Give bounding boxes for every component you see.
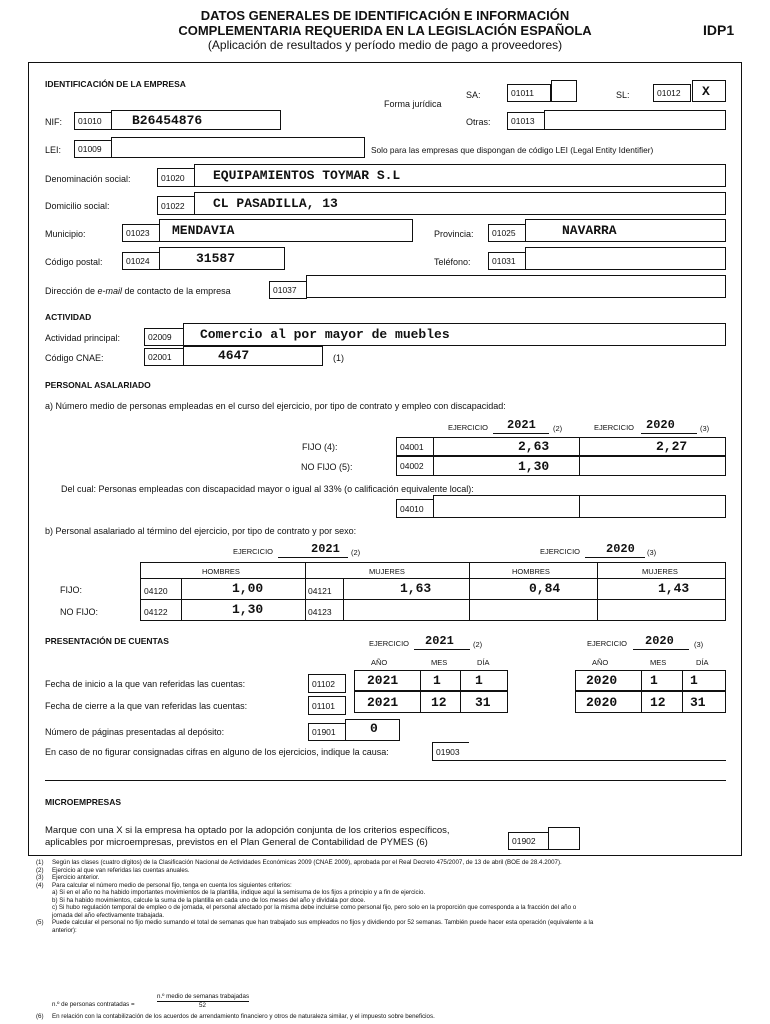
footnote: (4) Para calcular el número medio de personal fijo, tenga en cuenta los siguientes criterios: (36, 881, 292, 889)
actividad-principal-label: Actividad principal: (45, 333, 121, 343)
inicio-mes-current[interactable]: 1 (420, 670, 461, 691)
grid-line (343, 578, 344, 621)
personal-b-title: b) Personal asalariado al término del ejercicio, por tipo de contrato y por sexo: (45, 526, 357, 536)
discapacidad-code: 04010 (396, 499, 434, 518)
footnote: (3) Ejercicio anterior. (36, 874, 100, 881)
note-current-a: (2) (553, 424, 563, 433)
sl-checkbox[interactable]: X (692, 80, 726, 102)
ano-header-current: AÑO (371, 658, 388, 667)
b-fijo-hombres-prior[interactable]: 0,84 (529, 581, 561, 596)
sa-checkbox[interactable] (551, 80, 577, 102)
cierre-ano-current[interactable]: 2021 (354, 691, 421, 713)
year-current-a: 2021 (507, 418, 536, 432)
cierre-dia-current[interactable]: 31 (460, 691, 508, 713)
b-nofijo-hombres[interactable]: 1,30 (232, 602, 264, 617)
telefono-label: Teléfono: (434, 257, 471, 267)
discapacidad-current[interactable] (433, 495, 580, 518)
provincia-code: 01025 (488, 224, 526, 242)
ejercicio-label-a-prior: EJERCICIO (594, 423, 635, 432)
telefono-field[interactable] (525, 247, 726, 270)
footnote: a) Si en el año no ha habido importantes movimientos de la plantilla, indique aquí la semisuma de los fijos a principio y a fin de ejercicio. (52, 889, 426, 896)
mujeres-header-current: MUJERES (369, 567, 405, 576)
fijo-code: 04001 (396, 437, 434, 456)
otras-code: 01013 (507, 112, 545, 130)
note-current-b: (2) (351, 548, 361, 557)
email-label: Dirección de e-mail de contacto de la empresa (45, 286, 231, 296)
ano-header-prior: AÑO (592, 658, 609, 667)
fijo-prior[interactable]: 2,27 (579, 437, 726, 456)
year-prior-c: 2020 (645, 634, 674, 648)
causa-label: En caso de no figurar consignadas cifras en alguno de los ejercicios, indique la causa: (45, 747, 389, 757)
email-code: 01037 (269, 281, 307, 299)
note-prior-a: (3) (700, 424, 710, 433)
micro-code: 01902 (508, 832, 549, 850)
nif-code: 01010 (74, 112, 112, 130)
grid-line (140, 578, 726, 579)
footnote: (5) Puede calcular el personal no fijo medio sumando el total de semanas que han trabajado sus empleados no fijos y dividiendo por 52 semanas. También puede hacer esta operación (equivalente a la (36, 919, 594, 926)
fecha-inicio-label: Fecha de inicio a la que van referidas las cuentas: (45, 679, 246, 689)
cierre-dia-prior[interactable]: 31 (682, 691, 726, 713)
provincia-field[interactable]: NAVARRA (525, 219, 726, 242)
footnote: c) Si hubo regulación temporal de empleo o de jornada, el personal afectado por la misma debe incluirse como personal fijo, pero solo en la proporción que corresponda a la fracción del año o (52, 904, 577, 911)
formula-denominator: 52 (199, 1002, 206, 1009)
sa-label: SA: (466, 90, 481, 100)
subtitle: (Aplicación de resultados y período medio de pago a proveedores) (207, 38, 563, 52)
grid-line (181, 578, 182, 621)
cnae-code: 02001 (144, 348, 184, 366)
nif-field[interactable]: B26454876 (111, 110, 281, 130)
cnae-note: (1) (333, 353, 344, 363)
note-prior-c: (3) (694, 640, 704, 649)
cp-field[interactable]: 31587 (159, 247, 285, 270)
causa-line-2 (45, 780, 726, 781)
dia-header-current: DÍA (477, 658, 490, 667)
section-personal: PERSONAL ASALARIADO (45, 380, 151, 390)
year-current-b: 2021 (311, 542, 340, 556)
b-fijo-label: FIJO: (60, 585, 82, 595)
otras-field[interactable] (544, 110, 726, 130)
provincia-label: Provincia: (434, 229, 474, 239)
inicio-dia-prior[interactable]: 1 (682, 670, 726, 691)
footnote: b) Si ha habido movimientos, calcule la suma de la plantilla en cada uno de los meses del año y divídala por doce. (52, 896, 366, 904)
ejercicio-label-c-current: EJERCICIO (369, 639, 410, 648)
inicio-mes-prior[interactable]: 1 (641, 670, 683, 691)
year-prior-b: 2020 (606, 542, 635, 556)
nofijo-current[interactable]: 1,30 (433, 456, 580, 476)
grid-line (305, 562, 306, 621)
footnote: (1) Según las clases (cuatro dígitos) de la Clasificación Nacional de Actividades Económicas 2009 (CNAE 2009), aprobada por el Real Decreto 475/2007, de 13 de abril (BOE de 28.4.2007). (36, 859, 562, 866)
section-identificacion: IDENTIFICACIÓN DE LA EMPRESA (45, 79, 186, 89)
fecha-cierre-code: 01101 (308, 696, 346, 715)
hombres-header-current: HOMBRES (202, 567, 240, 576)
fijo-label: FIJO (4): (302, 442, 338, 452)
dia-header-prior: DÍA (696, 658, 709, 667)
ejercicio-label-c-prior: EJERCICIO (587, 639, 628, 648)
year-current-c: 2021 (425, 634, 454, 648)
causa-field[interactable] (469, 738, 726, 761)
cierre-mes-current[interactable]: 12 (420, 691, 461, 713)
b-nofijo-h-code: 04122 (144, 607, 168, 617)
lei-field[interactable] (111, 137, 365, 158)
lei-code: 01009 (74, 140, 112, 158)
section-actividad: ACTIVIDAD (45, 312, 92, 322)
cnae-field[interactable]: 4647 (183, 346, 323, 366)
causa-code: 01903 (432, 742, 470, 761)
form-title (0, 8, 770, 53)
footnote-6: (6) En relación con la contabilización de los acuerdos de arrendamiento financiero y otros de naturaleza similar, y el impuesto sobre beneficios. (36, 1013, 435, 1020)
actividad-principal-field[interactable]: Comercio al por mayor de muebles (183, 323, 726, 346)
b-nofijo-label: NO FIJO: (60, 607, 98, 617)
mujeres-header-prior: MUJERES (642, 567, 678, 576)
discapacidad-label: Del cual: Personas empleadas con discapacidad mayor o igual al 33% (o calificación equivalente local): (61, 484, 474, 494)
b-fijo-mujeres[interactable]: 1,63 (400, 581, 432, 596)
fecha-inicio-code: 01102 (308, 674, 346, 693)
form-code: IDP1 (703, 22, 735, 38)
domicilio-code: 01022 (157, 196, 195, 215)
cp-code: 01024 (122, 252, 160, 270)
personal-a-title: a) Número medio de personas empleadas en el curso del ejercicio, por tipo de contrato y empleo con discapacidad: (45, 401, 506, 411)
paginas-code: 01901 (308, 723, 346, 741)
inicio-ano-prior[interactable]: 2020 (575, 670, 642, 691)
footnotes (36, 859, 736, 934)
sl-code: 01012 (653, 84, 691, 102)
nofijo-code: 04002 (396, 456, 434, 476)
b-fijo-h-code: 04120 (144, 586, 168, 596)
lei-note: Solo para las empresas que dispongan de código LEI (Legal Entity Identifier) (371, 145, 654, 155)
title-line-2: COMPLEMENTARIA REQUERIDA EN LA LEGISLACIÓN ESPAÑOLA (178, 23, 592, 38)
ejercicio-label-b-current: EJERCICIO (233, 547, 274, 556)
micro-checkbox[interactable] (548, 827, 580, 850)
footnote: (2) Ejercicio al que van referidas las cuentas anuales. (36, 866, 190, 874)
municipio-code: 01023 (122, 224, 160, 242)
cp-label: Código postal: (45, 257, 103, 267)
section-micro: MICROEMPRESAS (45, 797, 122, 807)
grid-line (597, 562, 598, 621)
grid-line (469, 562, 470, 621)
micro-text-1: Marque con una X si la empresa ha optado por la adopción conjunta de los criterios específicos, (45, 825, 450, 836)
nofijo-label: NO FIJO (5): (301, 462, 353, 472)
forma-juridica-label: Forma jurídica (384, 99, 442, 109)
fecha-cierre-label: Fecha de cierre a la que van referidas las cuentas: (45, 701, 248, 711)
lei-label: LEI: (45, 145, 62, 155)
denominacion-label: Denominación social: (45, 174, 131, 184)
sa-code: 01011 (507, 84, 551, 102)
mes-header-current: MES (431, 658, 448, 667)
hombres-header-prior: HOMBRES (512, 567, 550, 576)
ejercicio-label-a-current: EJERCICIO (448, 423, 489, 432)
grid-line (140, 599, 726, 600)
cierre-ano-prior[interactable]: 2020 (575, 691, 642, 713)
title-line-1: DATOS GENERALES DE IDENTIFICACIÓN E INFORMACIÓN (200, 8, 570, 23)
cnae-label: Código CNAE: (45, 353, 104, 363)
nif-label: NIF: (45, 117, 62, 127)
footnote: anterior): (52, 926, 77, 934)
cierre-mes-prior[interactable]: 12 (641, 691, 683, 713)
telefono-code: 01031 (488, 252, 526, 270)
domicilio-field[interactable]: CL PASADILLA, 13 (194, 192, 726, 215)
inicio-dia-current[interactable]: 1 (460, 670, 508, 691)
denominacion-code: 01020 (157, 168, 195, 187)
domicilio-label: Domicilio social: (45, 201, 110, 211)
section-cuentas: PRESENTACIÓN DE CUENTAS (45, 636, 169, 646)
b-fijo-hombres[interactable]: 1,00 (232, 581, 264, 596)
denominacion-field[interactable]: EQUIPAMIENTOS TOYMAR S.L (194, 164, 726, 187)
discapacidad-prior[interactable] (579, 495, 726, 518)
nofijo-prior[interactable] (579, 456, 726, 476)
note-current-c: (2) (473, 640, 483, 649)
mes-header-prior: MES (650, 658, 667, 667)
municipio-field[interactable]: MENDAVIA (159, 219, 413, 242)
paginas-field[interactable]: 0 (345, 719, 400, 741)
formula-numerator: n.º medio de semanas trabajadas (157, 993, 250, 1000)
note-prior-b: (3) (647, 548, 657, 557)
paginas-label: Número de páginas presentadas al depósito: (45, 727, 225, 737)
year-prior-a: 2020 (646, 418, 675, 432)
otras-label: Otras: (466, 117, 491, 127)
footnote: jornada del año efectivamente trabajada. (52, 911, 165, 919)
email-field[interactable] (306, 275, 726, 298)
micro-text-2: aplicables por microempresas, previstos en el Plan General de Contabilidad de PYMES (6) (45, 837, 428, 848)
inicio-ano-current[interactable]: 2021 (354, 670, 421, 691)
formula-lhs: n.º de personas contratadas = (52, 1001, 135, 1008)
sl-label: SL: (616, 90, 630, 100)
municipio-label: Municipio: (45, 229, 86, 239)
ejercicio-label-b-prior: EJERCICIO (540, 547, 581, 556)
b-fijo-m-code: 04121 (308, 586, 332, 596)
actividad-principal-code: 02009 (144, 328, 184, 346)
fijo-current[interactable]: 2,63 (433, 437, 580, 456)
b-nofijo-m-code: 04123 (308, 607, 332, 617)
b-fijo-mujeres-prior[interactable]: 1,43 (658, 581, 690, 596)
